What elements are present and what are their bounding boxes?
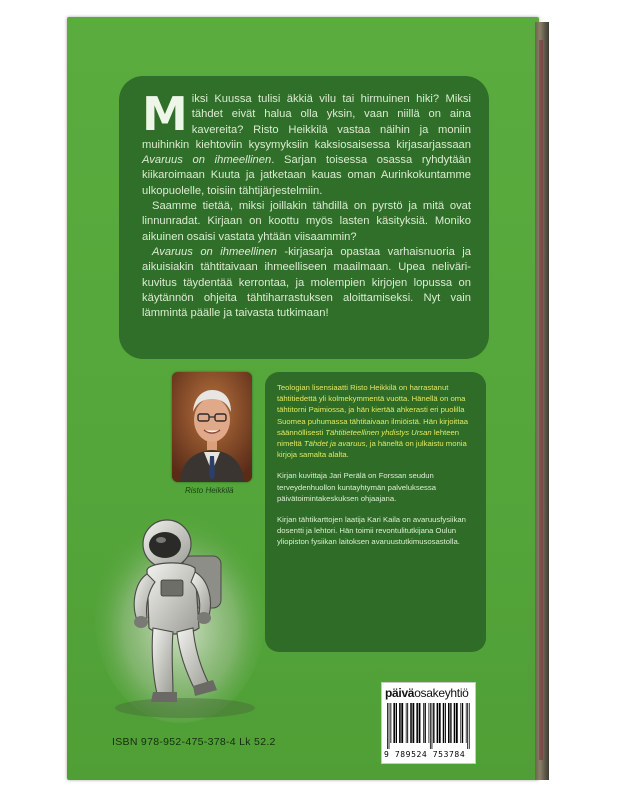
author-photo-caption: Risto Heikkilä [185,486,234,495]
barcode-digits: 9 789524 753784 [384,750,466,759]
barcode [386,703,473,749]
bio-paragraph-author: Teologian lisensiaatti Risto Heikkilä on harrastanut tähtitiedettä yli kolmekymmentä vuotta. Hänellä on oma tähtitorni Paimiossa, ja hän kiertää ahkerasti eri puolilla Suomea puhumassa tähtitaivaan ilmiöistä. Hän kirjoittaa säännöllisesti Tähtitieteellinen yhdistys Ursan lehteen nimeltä Tähdet ja avaruus, ja häneltä on julkaistu monia kirjoja samalta alalta. [277,383,469,460]
publisher-logo: päiväosakeyhtiö [385,686,469,700]
blurb-paragraph-3: Avaruus on ihmeellinen -kirjasarja opastaa varhaisnuoria ja aikuisiakin tähtitaivaan ihmeelliseen maailmaan. Upea nelivärikuvitus täydentää kerrontaa, ja molempien kirjojen lopussa on käytännön ohjeita tähtiharrastuksen aloittamiseksi. Nyt vain lämmintä päälle ja taivasta tutkimaan! [142,245,471,320]
drop-cap: M [142,87,188,141]
bio-paragraph-illustrator: Kirjan kuvittaja Jari Perälä on Forssan seudun terveydenhuollon kuntayhtymän palveluksessa päivätoimintakeskuksen ohjaajana. [277,471,436,503]
author-bio-panel [265,372,486,652]
bio-paragraph-starmaps: Kirjan tähtikarttojen laatija Kari Kaila on avaruusfysiikan dosentti ja lehtori. Hän toimii revontulitutkijana Oulun yliopiston fysiikan laitoksen avaruustutkimusosastolla. [277,515,466,547]
blurb-paragraph-1: iksi Kuussa tulisi äkkiä vilu tai hirmuinen hiki? Miksi tähdet eivät halua olla yksin, vaan niillä on aina kavereita? Risto Heikkilä vastaa näihin ja moniin muihinkin kiehtoviin kysymyksiin kaksiosaisessa kirjasarjassaan Avaruus on ihmeellinen. Sarjan toisessa osassa ryhdytään kiikaroimaan Kuuta ja jatketaan kauas oman Aurinkokuntamme ulkopuolelle, toisiin tähtijärjestelmiin. [142,93,472,197]
author-photo [172,372,252,482]
blurb-panel [119,76,489,359]
isbn-line: ISBN 978-952-475-378-4 Lk 52.2 [112,736,276,748]
barcode-label [381,682,476,764]
book-spine-strip [539,40,543,760]
blurb-paragraph-2: Saamme tietää, miksi joillakin tähdillä on pyrstö ja mitä ovat linnunradat. Kirjaan on koottu myös lasten käsityksiä. Moniko aikuinen osaisi vastata yhtään viisaammin? [142,200,471,243]
astronaut-illustration [95,508,265,723]
